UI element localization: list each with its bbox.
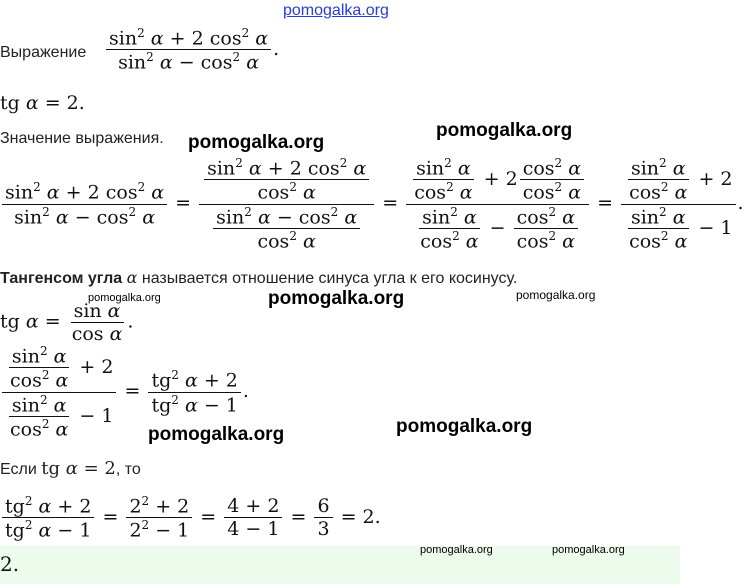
- if-line: Если tg α = 2, то: [0, 458, 141, 479]
- value-label: Значение выражения.: [0, 130, 164, 147]
- tangent-rest: называется отношение синуса угла к его косинусу.: [141, 270, 518, 287]
- transformation-chain: $\frac{\sin^2 \alpha + 2 \cos^2 \alpha}{\sin^2 \alpha - \cos^2 \alpha}$ = $\frac{\frac{\sin^2 \alpha + 2 \cos^2 \alpha}{\cos^2 \alpha}}{\frac{\sin^2 \alpha - \cos^2 \alpha}{\cos^2 \alpha}}$ = $\frac{\sin^2 \alpha}{\cos^2 \alpha}$ + 2 $\frac{\cos^2 \alpha}{\cos^2 \alpha}$ $\frac{\sin^2 \alpha}{\cos^2 \alpha}$ − $\frac{\cos^2 \alpha}{\cos^2 \alpha}$ = $\frac{\sin^2 \alpha}{\cos^2 \alpha}$ + 2 $\frac{\sin^2 \alpha}{\cos^2 \alpha}$ − 1 .: [0, 156, 744, 260]
- if-tail: , то: [115, 461, 141, 478]
- tan-substitution: $\frac{\sin^2 \alpha}{\cos^2 \alpha}$ + 2 $\frac{\sin^2 \alpha}{\cos^2 \alpha}$ − 1 = $\frac{tg^2 \alpha + 2}{tg^2 \alpha - 1}$ .: [0, 344, 249, 444]
- watermark-7: pomogalka.org: [396, 416, 533, 437]
- expression-label: Выражение: [0, 44, 87, 61]
- final-computation: $\frac{tg^2 \alpha + 2}{tg^2 \alpha - 1}$ = $\frac{2^2 + 2}{2^2 - 1}$ = $\frac{4 + 2}{4 - 1}$ = $\frac{6}{3}$ = 2.: [0, 494, 381, 542]
- if-label: Если: [0, 461, 37, 478]
- watermark-8: pomogalka.org: [420, 544, 493, 556]
- tan-definition-formula: tg α = $\frac{\text{sin α}}{\text{cos α}}$ .: [0, 300, 134, 345]
- answer-value: 2.: [0, 552, 20, 576]
- watermark-3: pomogalka.org: [88, 292, 161, 304]
- given-tan: tg α = 2.: [0, 92, 85, 114]
- watermark-4: pomogalka.org: [268, 288, 405, 309]
- watermark-2: pomogalka.org: [436, 120, 573, 141]
- expression-formula: $\frac{\sin^2 \alpha + 2 \cos^2 \alpha}{\sin^2 \alpha - \cos^2 \alpha}$ .: [104, 26, 279, 74]
- watermark-6: pomogalka.org: [148, 424, 285, 445]
- watermark-9: pomogalka.org: [552, 544, 625, 556]
- watermark-5: pomogalka.org: [516, 288, 596, 302]
- alpha-symbol: α: [126, 268, 138, 287]
- tangent-bold: Тангенсом угла: [0, 270, 123, 287]
- tangent-definition: [0, 268, 517, 288]
- watermark-top[interactable]: pomogalka.org: [283, 2, 389, 19]
- watermark-1: pomogalka.org: [188, 132, 325, 153]
